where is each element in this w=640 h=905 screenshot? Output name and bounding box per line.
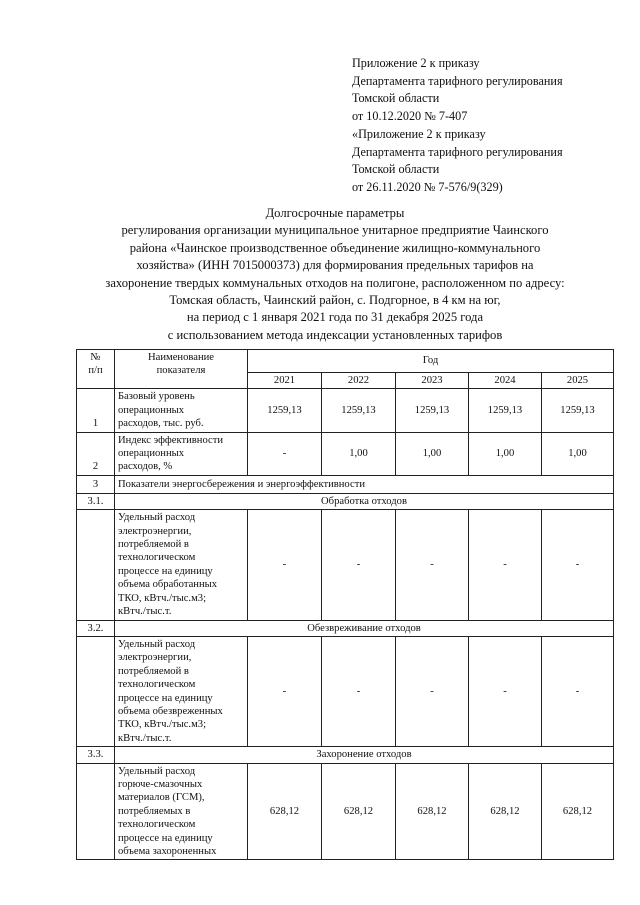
table-row (77, 763, 614, 860)
row-value: 628,12 (542, 763, 614, 860)
row-label: Удельный расход горюче-смазочных материалов (ГСМ), потребляемых в технологическом процессе на единицу объема захороненных (115, 763, 248, 860)
row-value: 628,12 (322, 763, 396, 860)
row-value: 1,00 (542, 432, 614, 475)
header-row (77, 350, 614, 373)
header-year: 2022 (322, 373, 396, 389)
appendix-line: Приложение 2 к приказу (352, 56, 480, 70)
appendix-line: «Приложение 2 к приказу (352, 127, 486, 141)
section-row (77, 475, 614, 493)
row-num-empty (77, 510, 115, 620)
table-row (77, 510, 614, 620)
row-value: - (542, 510, 614, 620)
parameters-table (76, 349, 614, 860)
appendix-reference-current (352, 55, 563, 125)
subsection-row (77, 747, 614, 763)
appendix-reference-original (352, 126, 563, 196)
row-value: - (322, 510, 396, 620)
row-value: - (469, 510, 542, 620)
row-value: 628,12 (396, 763, 469, 860)
row-label: Удельный расход электроэнергии, потребляемой в технологическом процессе на единицу объема обезвреженных ТКО, кВтч./тыс.м3; кВтч./тыс.т. (115, 636, 248, 746)
header-name: Наименование показателя (115, 350, 248, 389)
table-row (77, 636, 614, 746)
section-num: 3 (77, 475, 115, 493)
row-num-empty (77, 763, 115, 860)
table-row (77, 432, 614, 475)
row-value: 628,12 (248, 763, 322, 860)
row-value: - (469, 636, 542, 746)
row-label: Базовый уровень операционных расходов, тыс. руб. (115, 389, 248, 432)
header-year: 2023 (396, 373, 469, 389)
section-label: Показатели энергосбережения и энергоэффективности (115, 475, 614, 493)
row-value: - (396, 636, 469, 746)
title-line: на период с 1 января 2021 года по 31 декабря 2025 года (186, 310, 484, 325)
row-value: 1259,13 (469, 389, 542, 432)
header-num: № п/п (77, 350, 115, 389)
appendix-line: от 26.11.2020 № 7-576/9(329) (352, 179, 503, 194)
title-line: Томская область, Чаинский район, с. Подгорное, в 4 км на юг, (169, 293, 501, 308)
header-year: 2021 (248, 373, 322, 389)
title-line: хозяйства» (ИНН 7015000373) для формирования предельных тарифов на (136, 258, 534, 273)
row-value: 1259,13 (396, 389, 469, 432)
row-value: - (542, 636, 614, 746)
row-num-empty (77, 636, 115, 746)
header-year-group: Год (248, 350, 614, 373)
subsection-row (77, 493, 614, 509)
title-line: захоронение твердых коммунальных отходов на полигоне, расположенном по адресу: (105, 275, 565, 290)
row-value: - (396, 510, 469, 620)
title-line: регулирования организации муниципальное унитарное предприятие Чаинского (121, 223, 549, 238)
title-line: района «Чаинское производственное объединение жилищно-коммунального (129, 240, 541, 255)
row-value: 1,00 (469, 432, 542, 475)
table-row (77, 389, 614, 432)
title-line: с использованием метода индексации установленных тарифов (167, 327, 503, 342)
row-label: Индекс эффективности операционных расходов, % (115, 432, 248, 475)
row-value: 1,00 (322, 432, 396, 475)
row-value: 1259,13 (248, 389, 322, 432)
appendix-line: Томской области (352, 162, 440, 176)
row-value: 1259,13 (542, 389, 614, 432)
appendix-line: Департамента тарифного регулирования (352, 144, 563, 159)
appendix-line: Департамента тарифного регулирования (352, 73, 563, 88)
subsection-num: 3.2. (77, 620, 115, 636)
subsection-title: Обезвреживание отходов (115, 620, 614, 636)
subsection-num: 3.3. (77, 747, 115, 763)
header-year: 2025 (542, 373, 614, 389)
row-value: 628,12 (469, 763, 542, 860)
row-value: 1,00 (396, 432, 469, 475)
appendix-line: от 10.12.2020 № 7-407 (352, 108, 468, 123)
document-title (50, 205, 620, 344)
row-value: - (248, 510, 322, 620)
row-value: - (248, 636, 322, 746)
row-num: 1 (77, 389, 115, 432)
subsection-row (77, 620, 614, 636)
subsection-title: Обработка отходов (115, 493, 614, 509)
header-year: 2024 (469, 373, 542, 389)
row-value: - (248, 432, 322, 475)
appendix-line: Томской области (352, 91, 440, 105)
row-value: 1259,13 (322, 389, 396, 432)
row-value: - (322, 636, 396, 746)
title-line: Долгосрочные параметры (265, 206, 405, 220)
row-num: 2 (77, 432, 115, 475)
subsection-num: 3.1. (77, 493, 115, 509)
row-label: Удельный расход электроэнергии, потребляемой в технологическом процессе на единицу объема обработанных ТКО, кВтч./тыс.м3; кВтч./тыс.т. (115, 510, 248, 620)
subsection-title: Захоронение отходов (115, 747, 614, 763)
